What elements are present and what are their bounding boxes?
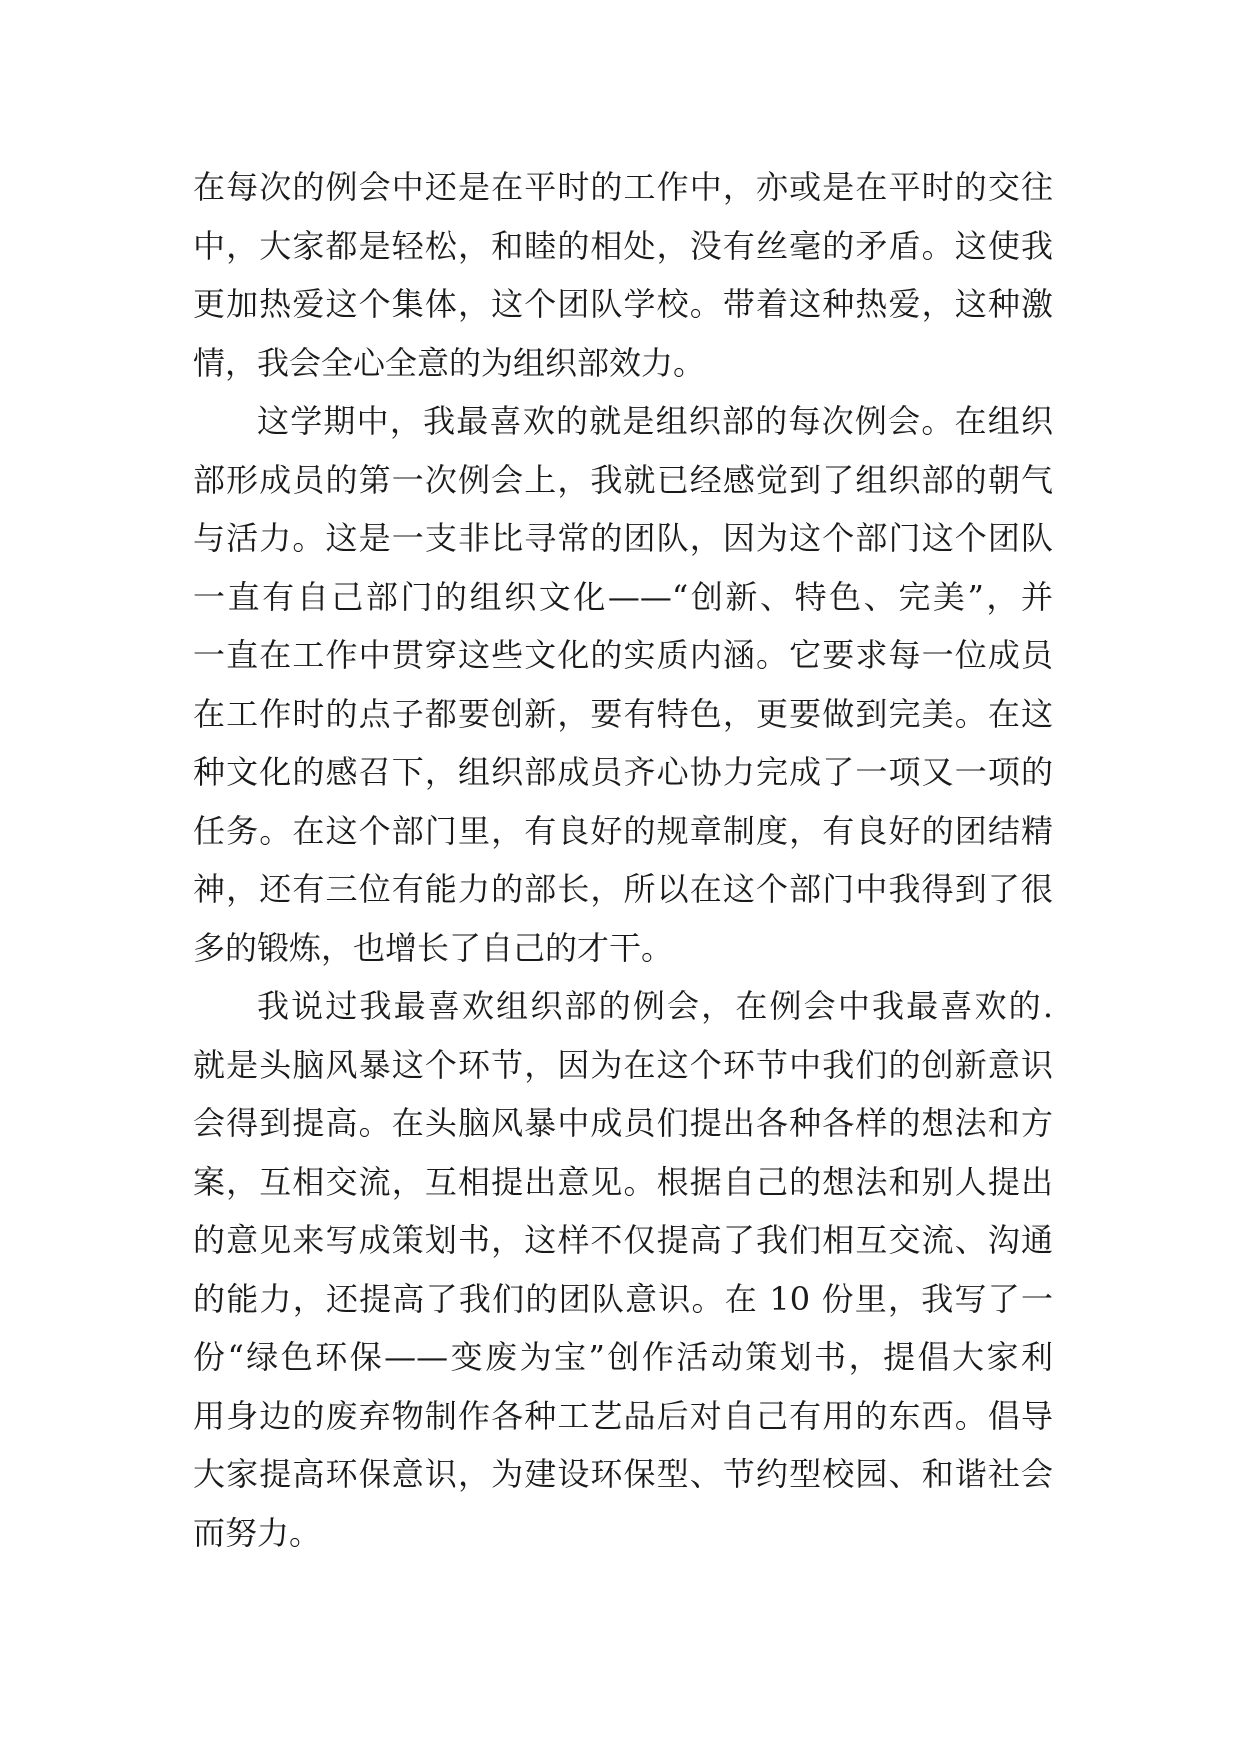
text-line: 情，我会全心全意的为组织部效力。 <box>193 343 706 382</box>
text-line: 多的锻炼，也增长了自己的才干。 <box>193 928 674 967</box>
text-line: 份“绿色环保——变废为宝”创作活动策划书，提倡大家利 <box>193 1338 1053 1376</box>
text-line: 就是头脑风暴这个环节，因为在这个环节中我们的创新意识 <box>193 1045 1053 1084</box>
text-line: 会得到提高。在头脑风暴中成员们提出各种各样的想法和方 <box>193 1104 1053 1142</box>
paragraph-first-line: 我说过我最喜欢组织部的例会，在例会中我最喜欢的. <box>257 987 1053 1025</box>
text-line: 用身边的废弃物制作各种工艺品后对自己有用的东西。倡导 <box>193 1396 1053 1435</box>
text-line: 案，互相交流，互相提出意见。根据自己的想法和别人提出 <box>193 1162 1053 1201</box>
text-line: 在工作时的点子都要创新，要有特色，更要做到完美。在这 <box>193 694 1053 733</box>
text-line: 一直在工作中贯穿这些文化的实质内涵。它要求每一位成员 <box>193 636 1053 674</box>
text-line: 任务。在这个部门里，有良好的规章制度，有良好的团结精 <box>193 811 1053 850</box>
text-line: 的意见来写成策划书，这样不仅提高了我们相互交流、沟通 <box>193 1221 1053 1259</box>
text-line: 中，大家都是轻松，和睦的相处，没有丝毫的矛盾。这使我 <box>193 226 1053 265</box>
text-line: 大家提高环保意识，为建设环保型、节约型校园、和谐社会 <box>193 1455 1053 1493</box>
text-line: 种文化的感召下，组织部成员齐心协力完成了一项又一项的 <box>193 753 1053 791</box>
text-line: 的能力，还提高了我们的团队意识。在 10 份里，我写了一 <box>193 1279 1053 1318</box>
text-line: 更加热爱这个集体，这个团队学校。带着这种热爱，这种激 <box>193 285 1053 323</box>
text-line: 而努力。 <box>193 1513 322 1552</box>
text-line: 部形成员的第一次例会上，我就已经感觉到了组织部的朝气 <box>193 460 1053 499</box>
text-line: 在每次的例会中还是在平时的工作中，亦或是在平时的交往 <box>193 168 1053 206</box>
body-text <box>193 158 1053 1562</box>
text-line: 一直有自己部门的组织文化——“创新、特色、完美”，并 <box>193 577 1053 616</box>
paragraph-first-line: 这学期中，我最喜欢的就是组织部的每次例会。在组织 <box>257 402 1053 440</box>
text-line: 神，还有三位有能力的部长，所以在这个部门中我得到了很 <box>193 870 1053 908</box>
text-line: 与活力。这是一支非比寻常的团队，因为这个部门这个团队 <box>193 519 1053 557</box>
